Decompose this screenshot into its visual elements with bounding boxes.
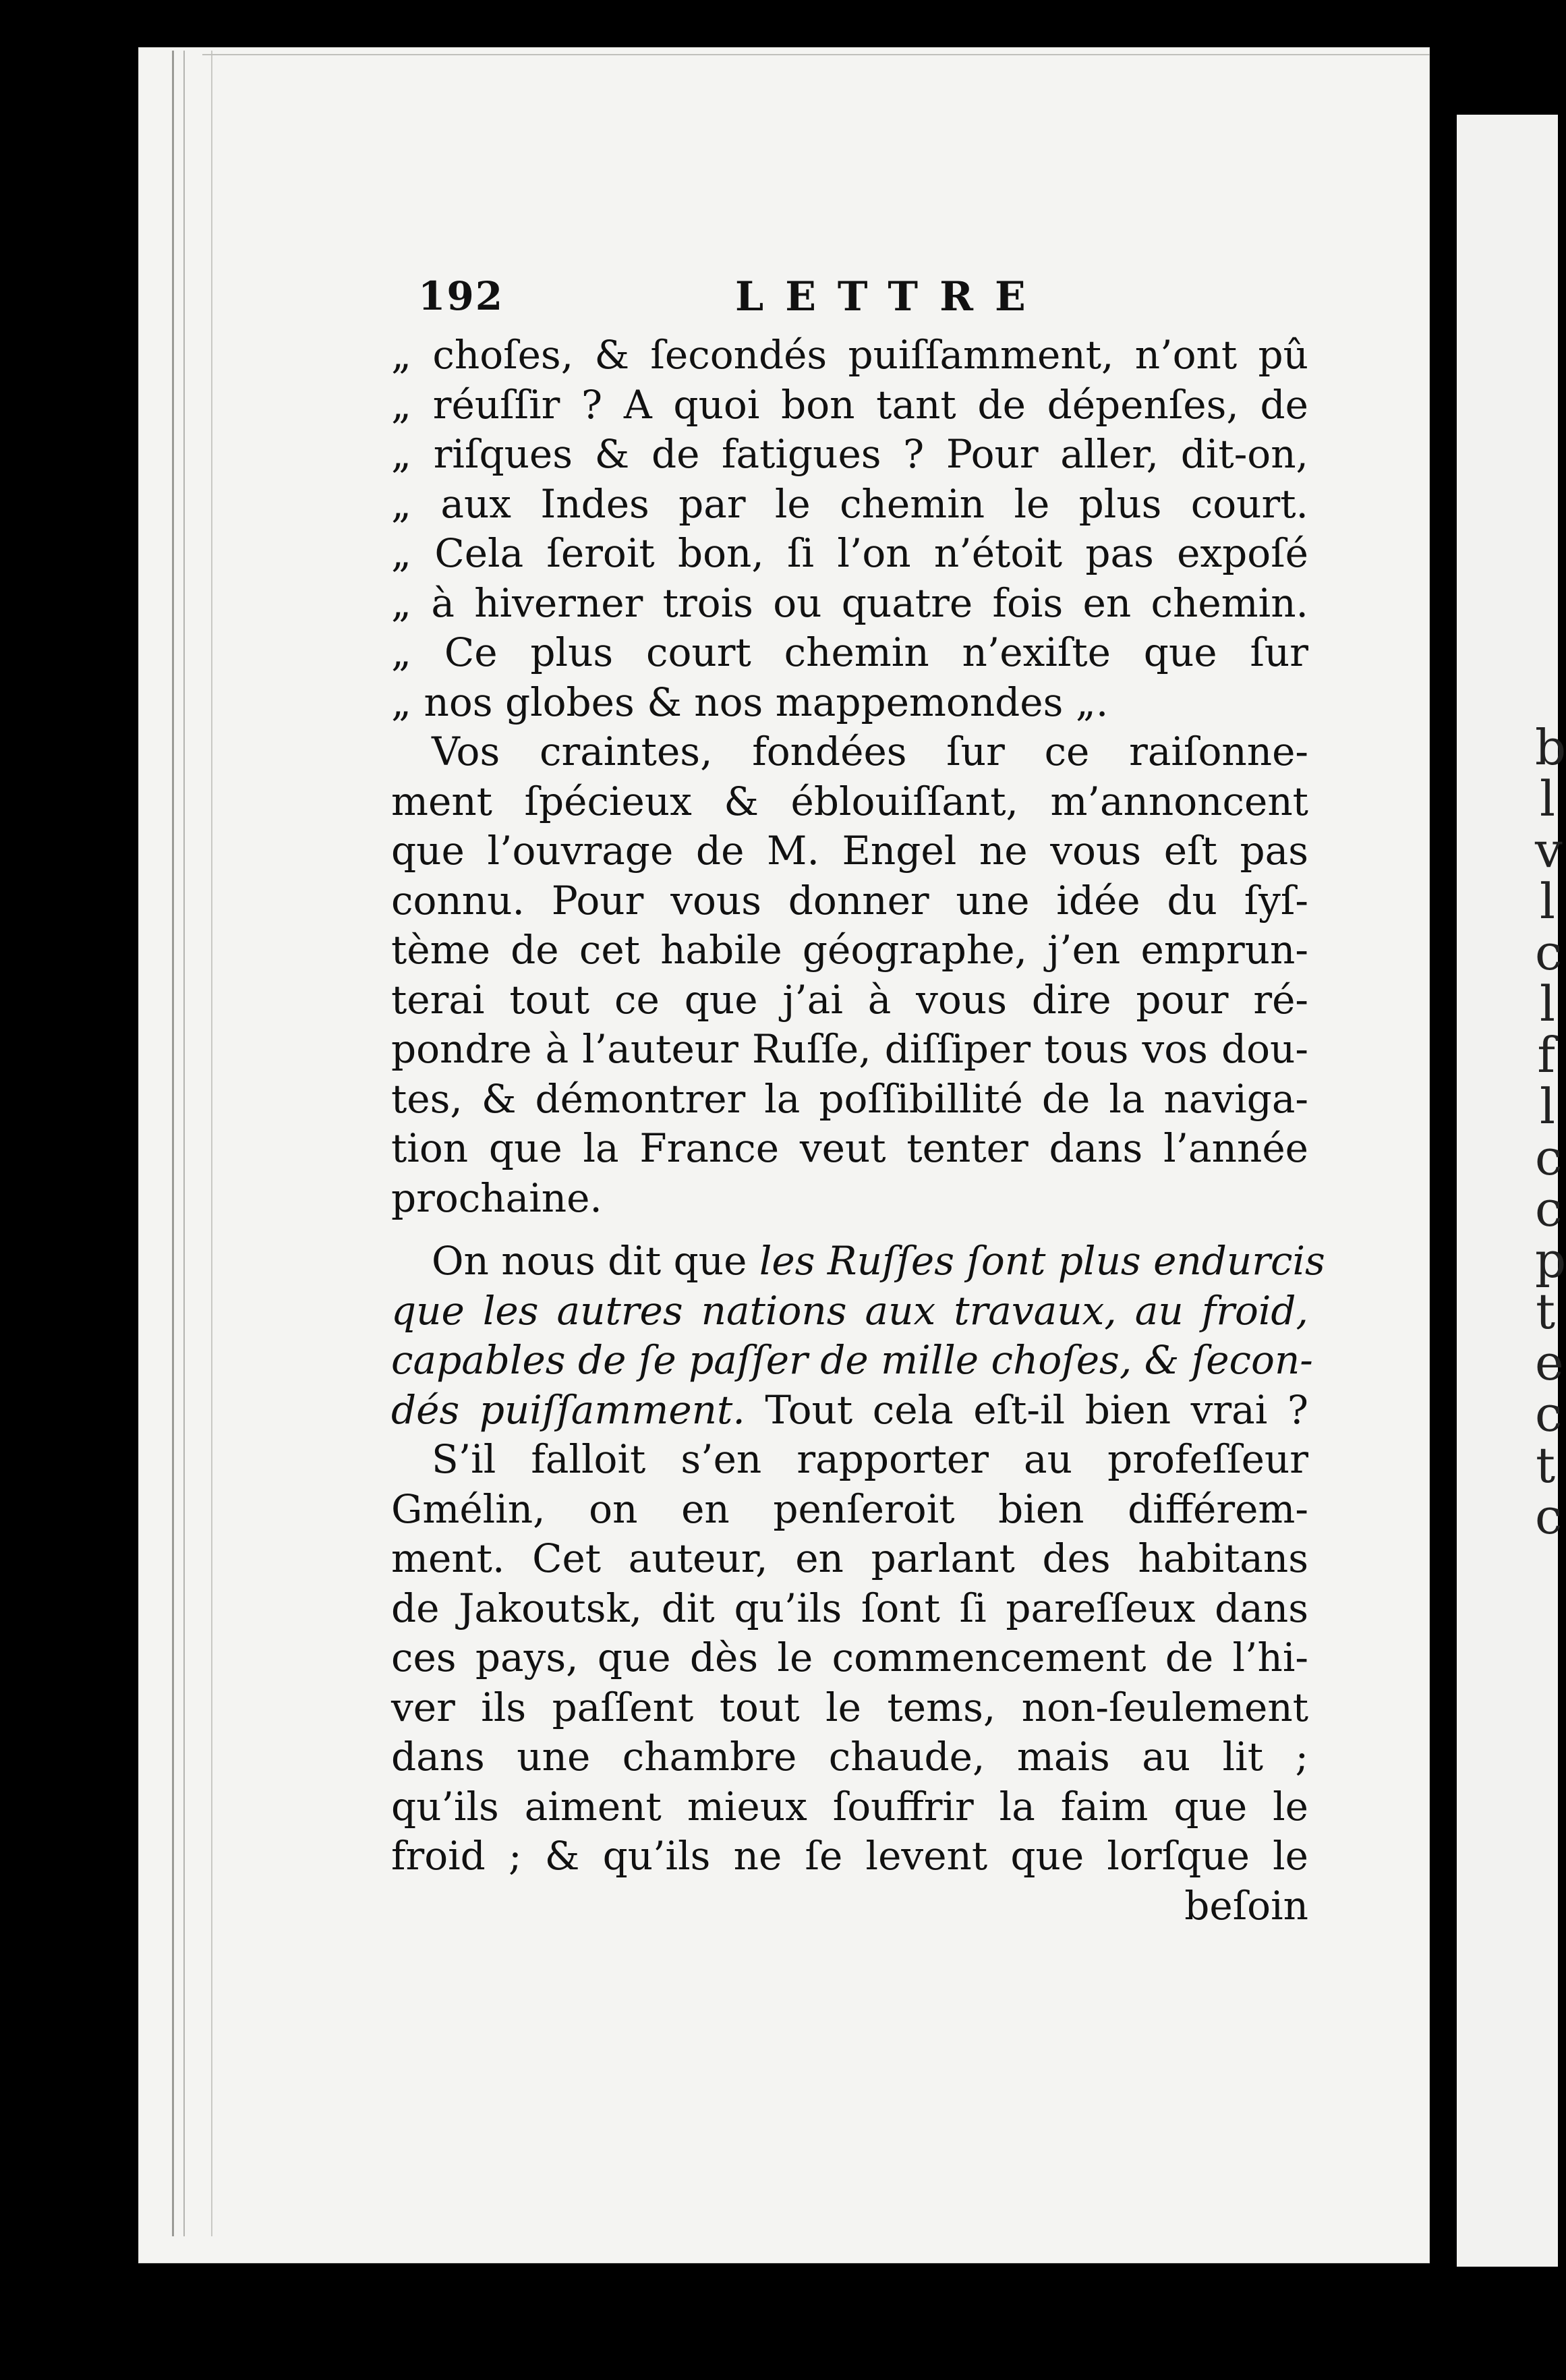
body-text bbox=[391, 331, 1325, 1931]
text-line: tème de cet habile géographe, j’en emprun- bbox=[391, 927, 1308, 973]
text-line: que l’ouvrage de M. Engel ne vous eſt pas bbox=[391, 828, 1308, 874]
text-line: „ Ce plus court chemin n’exiſte que ſur bbox=[391, 629, 1308, 675]
text-line: qu’ils aiment mieux ſouffrir la faim que le bbox=[391, 1783, 1308, 1830]
edge-letter: f bbox=[1537, 1027, 1555, 1083]
edge-letter: v bbox=[1535, 822, 1563, 878]
italic-text: capables de ſe paſſer de mille choſes, & ſecon- bbox=[391, 1337, 1313, 1383]
text-line bbox=[391, 1336, 1313, 1386]
text-line: ment ſpécieux & éblouiſſant, m’annoncent bbox=[391, 778, 1308, 824]
page-top-edge bbox=[202, 54, 1430, 76]
text-line: prochaine. bbox=[391, 1174, 602, 1221]
text-line: Gmélin, on en penſeroit bien différem- bbox=[391, 1485, 1308, 1532]
text-line bbox=[391, 1386, 1308, 1436]
edge-letter: b bbox=[1535, 719, 1566, 776]
catchword: beſoin bbox=[1184, 1882, 1308, 1929]
text-line: dans une chambre chaude, mais au lit ; bbox=[391, 1734, 1308, 1780]
page-number: 192 bbox=[418, 273, 504, 319]
text-line: „ choſes, & ſecondés puiſſamment, n’ont pû bbox=[391, 332, 1308, 378]
edge-letter: l bbox=[1539, 770, 1555, 827]
facing-page-edge bbox=[1457, 115, 1566, 2267]
edge-letter: c bbox=[1535, 1386, 1563, 1442]
text-span: Tout cela eſt-il bien vrai ? bbox=[745, 1386, 1308, 1433]
edge-letter: e bbox=[1535, 1334, 1564, 1391]
text-span: On nous dit que bbox=[432, 1238, 759, 1284]
text-line: „ à hiverner trois ou quatre fois en chemin. bbox=[391, 579, 1308, 626]
edge-letter: c bbox=[1535, 1181, 1563, 1237]
page-header bbox=[418, 273, 1315, 334]
text-line: „ riſques & de fatigues ? Pour aller, dit-on, bbox=[391, 431, 1308, 477]
text-line: ver ils paſſent tout le tems, non-ſeulement bbox=[391, 1684, 1308, 1730]
text-line: tes, & démontrer la poſſibillité de la naviga- bbox=[391, 1075, 1308, 1122]
edge-letter: l bbox=[1539, 873, 1555, 930]
text-line: ces pays, que dès le commencement de l’hi- bbox=[391, 1635, 1308, 1680]
edge-letter: c bbox=[1535, 1488, 1563, 1545]
text-line bbox=[391, 1286, 1308, 1336]
text-line: S’il falloit s’en rapporter au profeſſeur bbox=[432, 1436, 1308, 1482]
edge-letter: t bbox=[1536, 1437, 1555, 1494]
text-line: pondre à l’auteur Ruſſe, diſſiper tous vos dou- bbox=[391, 1026, 1308, 1072]
text-line: „ aux Indes par le chemin le plus court. bbox=[391, 480, 1308, 527]
italic-text: que les autres nations aux travaux, au froid, bbox=[391, 1287, 1308, 1334]
italic-text: les Ruſſes ſont plus endurcis bbox=[759, 1238, 1325, 1284]
edge-letter: l bbox=[1539, 1078, 1555, 1135]
text-line: terai tout ce que j’ai à vous dire pour ré- bbox=[391, 976, 1308, 1023]
text-line: ment. Cet auteur, en parlant des habitans bbox=[391, 1535, 1308, 1581]
edge-letter: p bbox=[1535, 1232, 1566, 1288]
text-line: „ réuſſir ? A quoi bon tant de dépenſes, de bbox=[391, 381, 1308, 428]
running-head: LETTRE bbox=[735, 273, 1047, 320]
text-line: de Jakoutsk, dit qu’ils ſont ſi pareſſeux dans bbox=[391, 1585, 1308, 1631]
edge-letter: t bbox=[1536, 1283, 1555, 1340]
page-gutter-edge bbox=[172, 51, 212, 2236]
text-line bbox=[391, 1237, 1325, 1286]
edge-letter: c bbox=[1535, 1129, 1563, 1186]
text-line: froid ; & qu’ils ne ſe levent que lorſque le bbox=[391, 1833, 1308, 1879]
edge-letter: c bbox=[1535, 924, 1563, 981]
text-line: „ Cela ſeroit bon, ſi l’on n’étoit pas expoſé bbox=[391, 530, 1308, 576]
text-line: tion que la France veut tenter dans l’année bbox=[391, 1125, 1308, 1171]
text-line: Vos craintes, fondées ſur ce raiſonne- bbox=[432, 729, 1308, 774]
edge-letter: l bbox=[1539, 975, 1555, 1032]
text-line: connu. Pour vous donner une idée du ſyſ- bbox=[391, 877, 1308, 924]
facing-page-letters bbox=[1535, 719, 1566, 1545]
text-line: „ nos globes & nos mappemondes „. bbox=[391, 679, 1109, 725]
italic-text: dés puiſſamment. bbox=[391, 1386, 745, 1433]
